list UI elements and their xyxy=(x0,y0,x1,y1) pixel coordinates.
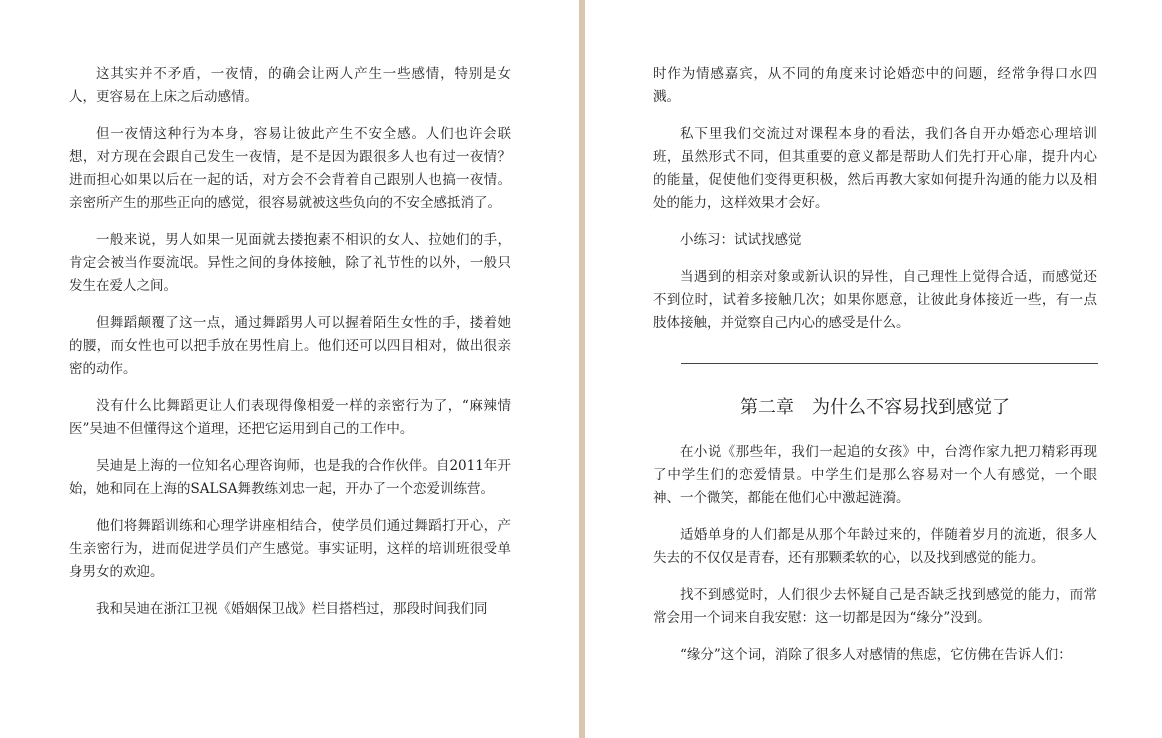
right-page xyxy=(585,0,1162,738)
right-paragraph-2: 私下里我们交流过对课程本身的看法，我们各自开办婚恋心理培训班，虽然形式不同，但其重要的意义都是帮助人们先打开心扉，提升内心的能量，促使他们变得更积极，然后再教大家如何提升沟通的能力以及相处的能力，这样效果才会好。 xyxy=(653,126,1097,211)
exercise-paragraph: 当遇到的相亲对象或新认识的异性，自己理性上觉得合适，而感觉还不到位时，试着多接触几次；如果你愿意，让彼此身体接近一些，有一点肢体接触，并觉察自己内心的感受是什么。 xyxy=(653,269,1097,331)
left-paragraph-8: 我和吴迪在浙江卫视《婚姻保卫战》栏目搭档过，那段时间我们同 xyxy=(96,601,488,617)
exercise-heading: 小练习：试试找感觉 xyxy=(680,232,802,248)
section-divider-line xyxy=(681,363,1098,364)
left-paragraph-2: 但一夜情这种行为本身，容易让彼此产生不安全感。人们也许会联想，对方现在会跟自己发生一夜情，是不是因为跟很多人也有过一夜情？进而担心如果以后在一起的话，对方会不会背着自己跟别人也搞一夜情。亲密所产生的那些正向的感觉，很容易就被这些负向的不安全感抵消了。 xyxy=(69,126,511,211)
right-paragraph-continuation: 时作为情感嘉宾，从不同的角度来讨论婚恋中的问题，经常争得口水四溅。 xyxy=(653,66,1097,105)
chapter-paragraph-2: 适婚单身的人们都是从那个年龄过来的，伴随着岁月的流逝，很多人失去的不仅仅是青春，还有那颗柔软的心，以及找到感觉的能力。 xyxy=(653,527,1097,566)
chapter-paragraph-3: 找不到感觉时，人们很少去怀疑自己是否缺乏找到感觉的能力，而常常会用一个词来自我安慰：这一切都是因为“缘分”没到。 xyxy=(653,587,1097,626)
left-paragraph-5: 没有什么比舞蹈更让人们表现得像相爱一样的亲密行为了，“麻辣情医”吴迪不但懂得这个道理，还把它运用到自己的工作中。 xyxy=(69,398,511,437)
right-page-text-column xyxy=(653,63,1097,681)
left-page-text-column xyxy=(69,63,511,635)
left-paragraph-7: 他们将舞蹈训练和心理学讲座相结合，使学员们通过舞蹈打开心，产生亲密行为，进而促进学员们产生感觉。事实证明，这样的培训班很受单身男女的欢迎。 xyxy=(69,518,511,580)
chapter-title: 第二章 为什么不容易找到感觉了 xyxy=(740,397,1010,418)
left-paragraph-3: 一般来说，男人如果一见面就去搂抱素不相识的女人、拉她们的手，肯定会被当作耍流氓。异性之间的身体接触，除了礼节性的以外，一般只发生在爱人之间。 xyxy=(69,232,511,294)
chapter-paragraph-4: “缘分”这个词，消除了很多人对感情的焦虑，它仿佛在告诉人们： xyxy=(680,647,1072,663)
left-page xyxy=(0,0,579,738)
left-paragraph-6: 吴迪是上海的一位知名心理咨询师，也是我的合作伙伴。自2011年开始，她和同在上海的SALSA舞教练刘忠一起，开办了一个恋爱训练营。 xyxy=(69,458,511,497)
left-paragraph-1: 这其实并不矛盾，一夜情，的确会让两人产生一些感情，特别是女人，更容易在上床之后动感情。 xyxy=(69,66,511,105)
chapter-paragraph-1: 在小说《那些年，我们一起追的女孩》中，台湾作家九把刀精彩再现了中学生们的恋爱情景。中学生们是那么容易对一个人有感觉，一个眼神、一个微笑，都能在他们心中激起涟漪。 xyxy=(653,444,1097,506)
left-paragraph-4: 但舞蹈颠覆了这一点，通过舞蹈男人可以握着陌生女性的手，搂着她的腰，而女性也可以把手放在男性肩上。他们还可以四目相对，做出很亲密的动作。 xyxy=(69,315,511,377)
